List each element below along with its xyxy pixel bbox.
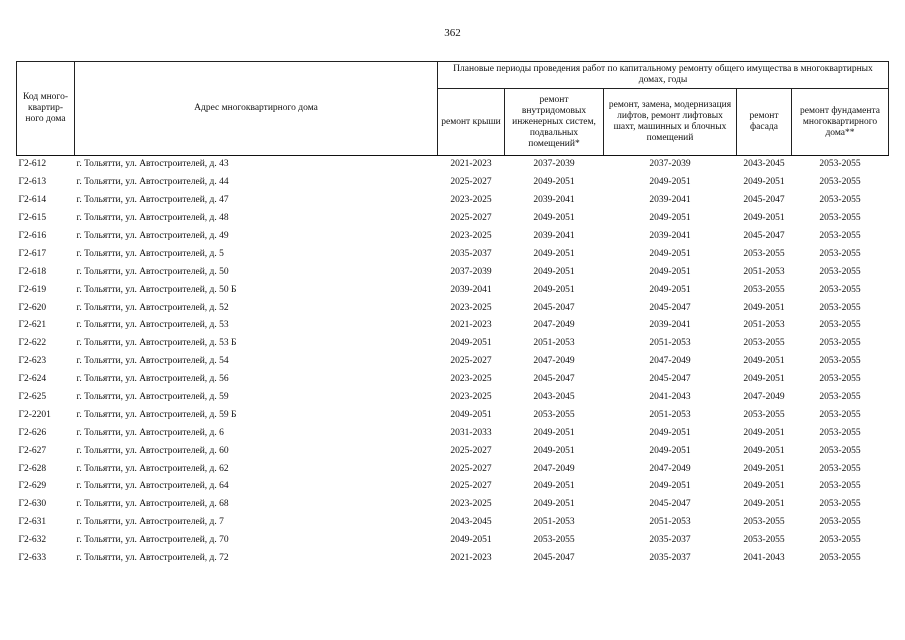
cell-roof: 2025-2027 xyxy=(450,213,492,224)
cell-address: г. Тольятти, ул. Автостроителей, д. 62 xyxy=(76,463,229,474)
cell-facade: 2053-2055 xyxy=(743,248,785,259)
cell-address: г. Тольятти, ул. Автостроителей, д. 7 xyxy=(76,517,224,528)
table-row xyxy=(17,514,889,532)
table-row xyxy=(17,442,889,460)
cell-roof: 2031-2033 xyxy=(450,427,492,438)
cell-roof: 2023-2025 xyxy=(450,499,492,510)
cell-systems: 2051-2053 xyxy=(533,517,575,528)
cell-systems: 2049-2051 xyxy=(533,445,575,456)
table-row xyxy=(17,245,889,263)
header-code: Код много-квартир-ного дома xyxy=(17,62,75,156)
cell-address: г. Тольятти, ул. Автостроителей, д. 72 xyxy=(76,553,229,564)
cell-foundation: 2053-2055 xyxy=(819,553,861,564)
cell-lifts: 2039-2041 xyxy=(649,231,691,241)
page-number: 362 xyxy=(444,27,461,39)
cell-systems: 2047-2049 xyxy=(533,356,575,367)
cell-lifts: 2049-2051 xyxy=(649,266,691,277)
cell-foundation: 2053-2055 xyxy=(819,481,861,492)
cell-foundation: 2053-2055 xyxy=(819,374,861,385)
cell-systems: 2051-2053 xyxy=(533,338,575,349)
cell-roof: 2025-2027 xyxy=(450,481,492,492)
cell-lifts: 2039-2041 xyxy=(649,195,691,206)
cell-lifts: 2045-2047 xyxy=(649,374,691,385)
cell-lifts: 2049-2051 xyxy=(649,284,691,295)
header-foundation: ремонт фундамента многоквартирного дома** xyxy=(792,89,889,156)
cell-code: Г2-621 xyxy=(18,320,47,331)
cell-roof: 2025-2027 xyxy=(450,463,492,474)
cell-address: г. Тольятти, ул. Автостроителей, д. 43 xyxy=(76,159,229,170)
cell-address: г. Тольятти, ул. Автостроителей, д. 53 Б xyxy=(76,338,237,349)
cell-code: Г2-619 xyxy=(18,284,47,295)
cell-address: г. Тольятти, ул. Автостроителей, д. 5 xyxy=(76,248,224,259)
cell-lifts: 2049-2051 xyxy=(649,427,691,438)
cell-systems: 2039-2041 xyxy=(533,195,575,206)
cell-roof: 2049-2051 xyxy=(450,409,492,420)
cell-lifts: 2049-2051 xyxy=(649,481,691,492)
cell-address: г. Тольятти, ул. Автостроителей, д. 47 xyxy=(76,195,229,206)
table-row xyxy=(17,263,889,281)
cell-code: Г2-629 xyxy=(18,481,47,492)
cell-lifts: 2045-2047 xyxy=(649,499,691,510)
cell-systems: 2039-2041 xyxy=(533,231,575,241)
cell-roof: 2023-2025 xyxy=(450,392,492,403)
cell-systems: 2053-2055 xyxy=(533,409,575,420)
cell-facade: 2049-2051 xyxy=(743,463,785,474)
cell-systems: 2047-2049 xyxy=(533,463,575,474)
cell-code: Г2-2201 xyxy=(18,409,51,420)
cell-systems: 2049-2051 xyxy=(533,499,575,510)
cell-foundation: 2053-2055 xyxy=(819,284,861,295)
cell-foundation: 2053-2055 xyxy=(819,338,861,349)
cell-roof: 2025-2027 xyxy=(450,177,492,188)
cell-facade: 2049-2051 xyxy=(743,177,785,188)
cell-roof: 2021-2023 xyxy=(450,159,492,170)
cell-lifts: 2051-2053 xyxy=(649,338,691,349)
header-planned-periods: Плановые периоды проведения работ по капитальному ремонту общего имущества в многоквартирных домах, годы xyxy=(438,62,889,89)
cell-systems: 2043-2045 xyxy=(533,392,575,403)
table-row xyxy=(17,210,889,228)
cell-code: Г2-623 xyxy=(18,356,47,367)
cell-code: Г2-625 xyxy=(18,392,47,403)
cell-foundation: 2053-2055 xyxy=(819,392,861,403)
cell-foundation: 2053-2055 xyxy=(819,302,861,313)
cell-roof: 2035-2037 xyxy=(450,248,492,259)
cell-foundation: 2053-2055 xyxy=(819,445,861,456)
cell-foundation: 2053-2055 xyxy=(819,195,861,206)
table-row xyxy=(17,389,889,407)
cell-lifts: 2039-2041 xyxy=(649,320,691,331)
cell-roof: 2021-2023 xyxy=(450,320,492,331)
cell-facade: 2049-2051 xyxy=(743,356,785,367)
cell-systems: 2045-2047 xyxy=(533,553,575,564)
cell-systems: 2045-2047 xyxy=(533,374,575,385)
cell-code: Г2-633 xyxy=(18,553,47,564)
cell-foundation: 2053-2055 xyxy=(819,177,861,188)
cell-systems: 2045-2047 xyxy=(533,302,575,313)
cell-foundation: 2053-2055 xyxy=(819,356,861,367)
cell-systems: 2049-2051 xyxy=(533,284,575,295)
cell-code: Г2-613 xyxy=(18,177,47,188)
cell-roof: 2037-2039 xyxy=(450,266,492,277)
cell-address: г. Тольятти, ул. Автостроителей, д. 6 xyxy=(76,427,224,438)
cell-lifts: 2041-2043 xyxy=(649,392,691,403)
cell-lifts: 2035-2037 xyxy=(649,535,691,546)
cell-roof: 2021-2023 xyxy=(450,553,492,564)
cell-foundation: 2053-2055 xyxy=(819,266,861,277)
cell-lifts: 2049-2051 xyxy=(649,213,691,224)
cell-code: Г2-631 xyxy=(18,517,47,528)
cell-lifts: 2047-2049 xyxy=(649,356,691,367)
table-row xyxy=(17,156,889,174)
cell-facade: 2047-2049 xyxy=(743,392,785,403)
cell-facade: 2043-2045 xyxy=(743,159,785,170)
cell-roof: 2025-2027 xyxy=(450,445,492,456)
table-row xyxy=(17,406,889,424)
table-row xyxy=(17,550,889,568)
cell-code: Г2-626 xyxy=(18,427,47,438)
table-row xyxy=(17,496,889,514)
cell-foundation: 2053-2055 xyxy=(819,535,861,546)
cell-code: Г2-632 xyxy=(18,535,47,546)
cell-roof: 2023-2025 xyxy=(450,374,492,385)
table-row xyxy=(17,281,889,299)
cell-facade: 2053-2055 xyxy=(743,284,785,295)
cell-foundation: 2053-2055 xyxy=(819,248,861,259)
cell-address: г. Тольятти, ул. Автостроителей, д. 49 xyxy=(76,231,229,241)
cell-facade: 2049-2051 xyxy=(743,213,785,224)
table-row xyxy=(17,174,889,192)
cell-code: Г2-622 xyxy=(18,338,47,349)
cell-foundation: 2053-2055 xyxy=(819,517,861,528)
table-row xyxy=(17,460,889,478)
cell-roof: 2023-2025 xyxy=(450,302,492,313)
cell-foundation: 2053-2055 xyxy=(819,409,861,420)
table-row xyxy=(17,299,889,317)
cell-code: Г2-618 xyxy=(18,266,47,277)
cell-facade: 2045-2047 xyxy=(743,231,785,241)
cell-foundation: 2053-2055 xyxy=(819,463,861,474)
cell-address: г. Тольятти, ул. Автостроителей, д. 53 xyxy=(76,320,229,331)
cell-lifts: 2051-2053 xyxy=(649,409,691,420)
cell-roof: 2049-2051 xyxy=(450,338,492,349)
cell-code: Г2-624 xyxy=(18,374,47,385)
table-row xyxy=(17,353,889,371)
cell-systems: 2049-2051 xyxy=(533,177,575,188)
table-row xyxy=(17,532,889,550)
cell-systems: 2049-2051 xyxy=(533,481,575,492)
cell-systems: 2049-2051 xyxy=(533,427,575,438)
cell-lifts: 2049-2051 xyxy=(649,248,691,259)
cell-systems: 2049-2051 xyxy=(533,213,575,224)
table-row xyxy=(17,335,889,353)
cell-foundation: 2053-2055 xyxy=(819,231,861,241)
header-lifts: ремонт, замена, модернизация лифтов, ремонт лифтовых шахт, машинных и блочных помещений xyxy=(604,89,737,156)
cell-foundation: 2053-2055 xyxy=(819,499,861,510)
cell-code: Г2-614 xyxy=(18,195,47,206)
cell-roof: 2025-2027 xyxy=(450,356,492,367)
table-row xyxy=(17,424,889,442)
cell-facade: 2041-2043 xyxy=(743,553,785,564)
cell-systems: 2047-2049 xyxy=(533,320,575,331)
cell-address: г. Тольятти, ул. Автостроителей, д. 68 xyxy=(76,499,229,510)
table-row xyxy=(17,371,889,389)
cell-roof: 2023-2025 xyxy=(450,195,492,206)
cell-facade: 2045-2047 xyxy=(743,195,785,206)
cell-address: г. Тольятти, ул. Автостроителей, д. 70 xyxy=(76,535,229,546)
cell-foundation: 2053-2055 xyxy=(819,320,861,331)
cell-lifts: 2045-2047 xyxy=(649,302,691,313)
cell-address: г. Тольятти, ул. Автостроителей, д. 64 xyxy=(76,481,229,492)
cell-roof: 2043-2045 xyxy=(450,517,492,528)
cell-facade: 2049-2051 xyxy=(743,302,785,313)
cell-lifts: 2035-2037 xyxy=(649,553,691,564)
cell-systems: 2049-2051 xyxy=(533,266,575,277)
cell-foundation: 2053-2055 xyxy=(819,159,861,170)
header-facade: ремонт фасада xyxy=(737,89,792,156)
table-row xyxy=(17,317,889,335)
header-systems: ремонт внутридомовых инженерных систем, подвальных помещений* xyxy=(505,89,604,156)
cell-lifts: 2047-2049 xyxy=(649,463,691,474)
cell-roof: 2049-2051 xyxy=(450,535,492,546)
cell-address: г. Тольятти, ул. Автостроителей, д. 50 Б xyxy=(76,284,237,295)
cell-facade: 2049-2051 xyxy=(743,427,785,438)
header-roof: ремонт крыши xyxy=(438,89,505,156)
cell-systems: 2037-2039 xyxy=(533,159,575,170)
table-row xyxy=(17,478,889,496)
table-row xyxy=(17,192,889,210)
cell-address: г. Тольятти, ул. Автостроителей, д. 56 xyxy=(76,374,229,385)
cell-code: Г2-615 xyxy=(18,213,47,224)
cell-code: Г2-616 xyxy=(18,231,47,241)
cell-facade: 2049-2051 xyxy=(743,499,785,510)
cell-facade: 2053-2055 xyxy=(743,338,785,349)
cell-code: Г2-612 xyxy=(18,159,47,170)
cell-code: Г2-630 xyxy=(18,499,47,510)
cell-facade: 2051-2053 xyxy=(743,266,785,277)
cell-code: Г2-620 xyxy=(18,302,47,313)
cell-code: Г2-627 xyxy=(18,445,47,456)
cell-address: г. Тольятти, ул. Автостроителей, д. 59 xyxy=(76,392,229,403)
cell-foundation: 2053-2055 xyxy=(819,427,861,438)
cell-lifts: 2051-2053 xyxy=(649,517,691,528)
cell-address: г. Тольятти, ул. Автостроителей, д. 54 xyxy=(76,356,229,367)
cell-address: г. Тольятти, ул. Автостроителей, д. 44 xyxy=(76,177,229,188)
table-row xyxy=(17,228,889,246)
cell-lifts: 2049-2051 xyxy=(649,177,691,188)
table-header xyxy=(17,62,889,156)
cell-address: г. Тольятти, ул. Автостроителей, д. 50 xyxy=(76,266,229,277)
cell-code: Г2-628 xyxy=(18,463,47,474)
cell-code: Г2-617 xyxy=(18,248,47,259)
cell-address: г. Тольятти, ул. Автостроителей, д. 59 Б xyxy=(76,409,237,420)
cell-facade: 2053-2055 xyxy=(743,517,785,528)
cell-address: г. Тольятти, ул. Автостроителей, д. 48 xyxy=(76,213,229,224)
cell-roof: 2023-2025 xyxy=(450,231,492,241)
cell-systems: 2053-2055 xyxy=(533,535,575,546)
cell-address: г. Тольятти, ул. Автостроителей, д. 52 xyxy=(76,302,229,313)
cell-facade: 2053-2055 xyxy=(743,535,785,546)
cell-facade: 2049-2051 xyxy=(743,374,785,385)
cell-systems: 2049-2051 xyxy=(533,248,575,259)
repair-schedule-table xyxy=(16,61,889,567)
cell-roof: 2039-2041 xyxy=(450,284,492,295)
cell-facade: 2051-2053 xyxy=(743,320,785,331)
cell-foundation: 2053-2055 xyxy=(819,213,861,224)
cell-facade: 2049-2051 xyxy=(743,445,785,456)
cell-lifts: 2037-2039 xyxy=(649,159,691,170)
cell-address: г. Тольятти, ул. Автостроителей, д. 60 xyxy=(76,445,229,456)
cell-facade: 2049-2051 xyxy=(743,481,785,492)
cell-facade: 2053-2055 xyxy=(743,409,785,420)
cell-lifts: 2049-2051 xyxy=(649,445,691,456)
header-address: Адрес многоквартирного дома xyxy=(75,62,438,156)
table-body xyxy=(17,156,889,568)
